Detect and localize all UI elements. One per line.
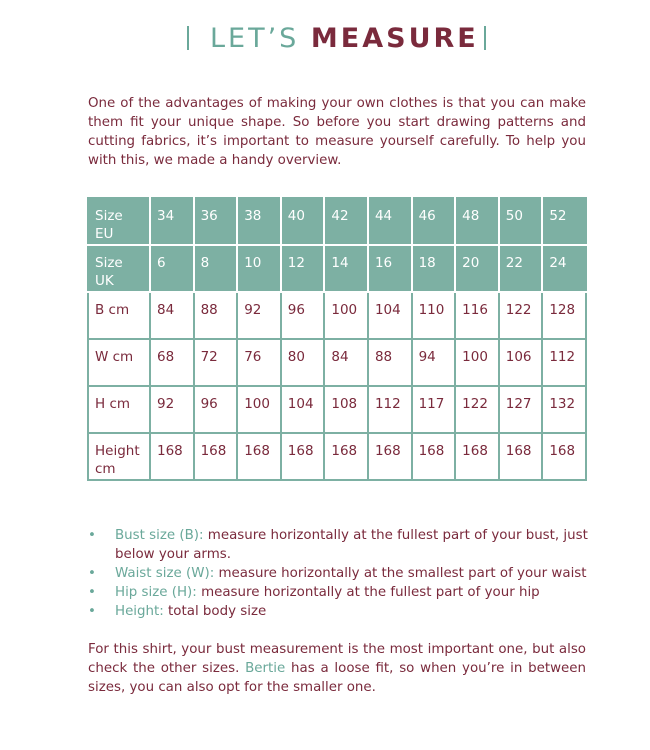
- table-cell: 80: [281, 339, 325, 386]
- table-cell: 168: [368, 433, 412, 480]
- table-cell: 88: [368, 339, 412, 386]
- table-cell: 52: [542, 198, 586, 245]
- table-row: [88, 386, 586, 433]
- row-label: H cm: [88, 386, 150, 433]
- table-cell: 44: [368, 198, 412, 245]
- table-cell: 88: [194, 292, 238, 339]
- bullet-icon: •: [88, 585, 96, 600]
- table-cell: 48: [455, 198, 499, 245]
- title-divider-right: [484, 26, 486, 50]
- table-cell: 122: [499, 292, 543, 339]
- table-cell: 168: [237, 433, 281, 480]
- table-cell: 108: [324, 386, 368, 433]
- table-cell: 92: [237, 292, 281, 339]
- row-label: Size UK: [88, 245, 150, 292]
- table-cell: 112: [542, 339, 586, 386]
- list-item: [88, 564, 588, 583]
- table-cell: 128: [542, 292, 586, 339]
- table-cell: 132: [542, 386, 586, 433]
- table-cell: 12: [281, 245, 325, 292]
- table-cell: 50: [499, 198, 543, 245]
- table-cell: 68: [150, 339, 194, 386]
- table-cell: 104: [281, 386, 325, 433]
- size-chart-table: [87, 197, 587, 481]
- table-cell: 168: [281, 433, 325, 480]
- row-label: Height cm: [88, 433, 150, 480]
- table-cell: 36: [194, 198, 238, 245]
- table-cell: 110: [412, 292, 456, 339]
- bullet-icon: •: [88, 566, 96, 581]
- table-cell: 40: [281, 198, 325, 245]
- table-cell: 100: [324, 292, 368, 339]
- bullet-icon: •: [88, 528, 96, 543]
- page-header: [0, 20, 650, 60]
- page-title: [210, 22, 479, 56]
- title-part-measure: MEASURE: [310, 23, 479, 54]
- table-row: [88, 245, 586, 292]
- table-row: [88, 433, 586, 480]
- table-cell: 92: [150, 386, 194, 433]
- table-cell: 168: [499, 433, 543, 480]
- measure-term: Bust size (B):: [115, 528, 204, 543]
- table-cell: 20: [455, 245, 499, 292]
- table-cell: 46: [412, 198, 456, 245]
- table-cell: 122: [455, 386, 499, 433]
- table-cell: 168: [455, 433, 499, 480]
- table-cell: 127: [499, 386, 543, 433]
- table-cell: 100: [237, 386, 281, 433]
- outro-text-start: For this shirt, your bust measurement is the most important one, but also check the other sizes.: [88, 642, 586, 676]
- row-label: W cm: [88, 339, 150, 386]
- table-cell: 10: [237, 245, 281, 292]
- list-item: [88, 526, 588, 564]
- table-cell: 6: [150, 245, 194, 292]
- table-cell: 100: [455, 339, 499, 386]
- table-cell: 18: [412, 245, 456, 292]
- table-cell: 168: [150, 433, 194, 480]
- table-cell: 22: [499, 245, 543, 292]
- table-cell: 168: [542, 433, 586, 480]
- measure-description: measure horizontally at the smallest part of your waist: [218, 566, 587, 581]
- list-item: [88, 602, 588, 621]
- table-cell: 117: [412, 386, 456, 433]
- table-cell: 84: [324, 339, 368, 386]
- title-divider-left: [187, 26, 189, 50]
- table-cell: 38: [237, 198, 281, 245]
- row-label: Size EU: [88, 198, 150, 245]
- table-cell: 116: [455, 292, 499, 339]
- table-cell: 34: [150, 198, 194, 245]
- table-cell: 104: [368, 292, 412, 339]
- measure-description: measure horizontally at the fullest part of your hip: [201, 585, 540, 600]
- table-cell: 112: [368, 386, 412, 433]
- table-cell: 96: [281, 292, 325, 339]
- outro-text-end: has a loose fit, so when you’re in between sizes, you can also opt for the smaller one.: [88, 661, 586, 695]
- table-cell: 96: [194, 386, 238, 433]
- table-cell: 84: [150, 292, 194, 339]
- bullet-icon: •: [88, 604, 96, 619]
- measure-description: total body size: [168, 604, 267, 619]
- intro-paragraph: One of the advantages of making your own clothes is that you can make them fit your unique shape. So before you start drawing patterns and cutting fabrics, it’s important to measure yourself carefully. To help you with this, we made a handy overview.: [88, 96, 586, 168]
- table-cell: 168: [324, 433, 368, 480]
- outro-paragraph: [88, 640, 586, 697]
- table-cell: 168: [194, 433, 238, 480]
- measure-description: measure horizontally at the fullest part of your bust, just below your arms.: [115, 528, 588, 562]
- measure-term: Waist size (W):: [115, 566, 215, 581]
- table-cell: 14: [324, 245, 368, 292]
- table-row: [88, 339, 586, 386]
- outro-pattern-name: Bertie: [245, 661, 286, 676]
- row-label: B cm: [88, 292, 150, 339]
- table-row: [88, 292, 586, 339]
- title-part-lets: LET’S: [210, 23, 300, 54]
- table-row: [88, 198, 586, 245]
- list-item: [88, 583, 588, 602]
- table-cell: 94: [412, 339, 456, 386]
- table-cell: 72: [194, 339, 238, 386]
- table-cell: 76: [237, 339, 281, 386]
- table-cell: 42: [324, 198, 368, 245]
- measure-term: Height:: [115, 604, 164, 619]
- table-cell: 168: [412, 433, 456, 480]
- measurement-guide-list: [88, 526, 588, 621]
- table-cell: 24: [542, 245, 586, 292]
- table-cell: 8: [194, 245, 238, 292]
- measure-term: Hip size (H):: [115, 585, 197, 600]
- table-cell: 106: [499, 339, 543, 386]
- table-cell: 16: [368, 245, 412, 292]
